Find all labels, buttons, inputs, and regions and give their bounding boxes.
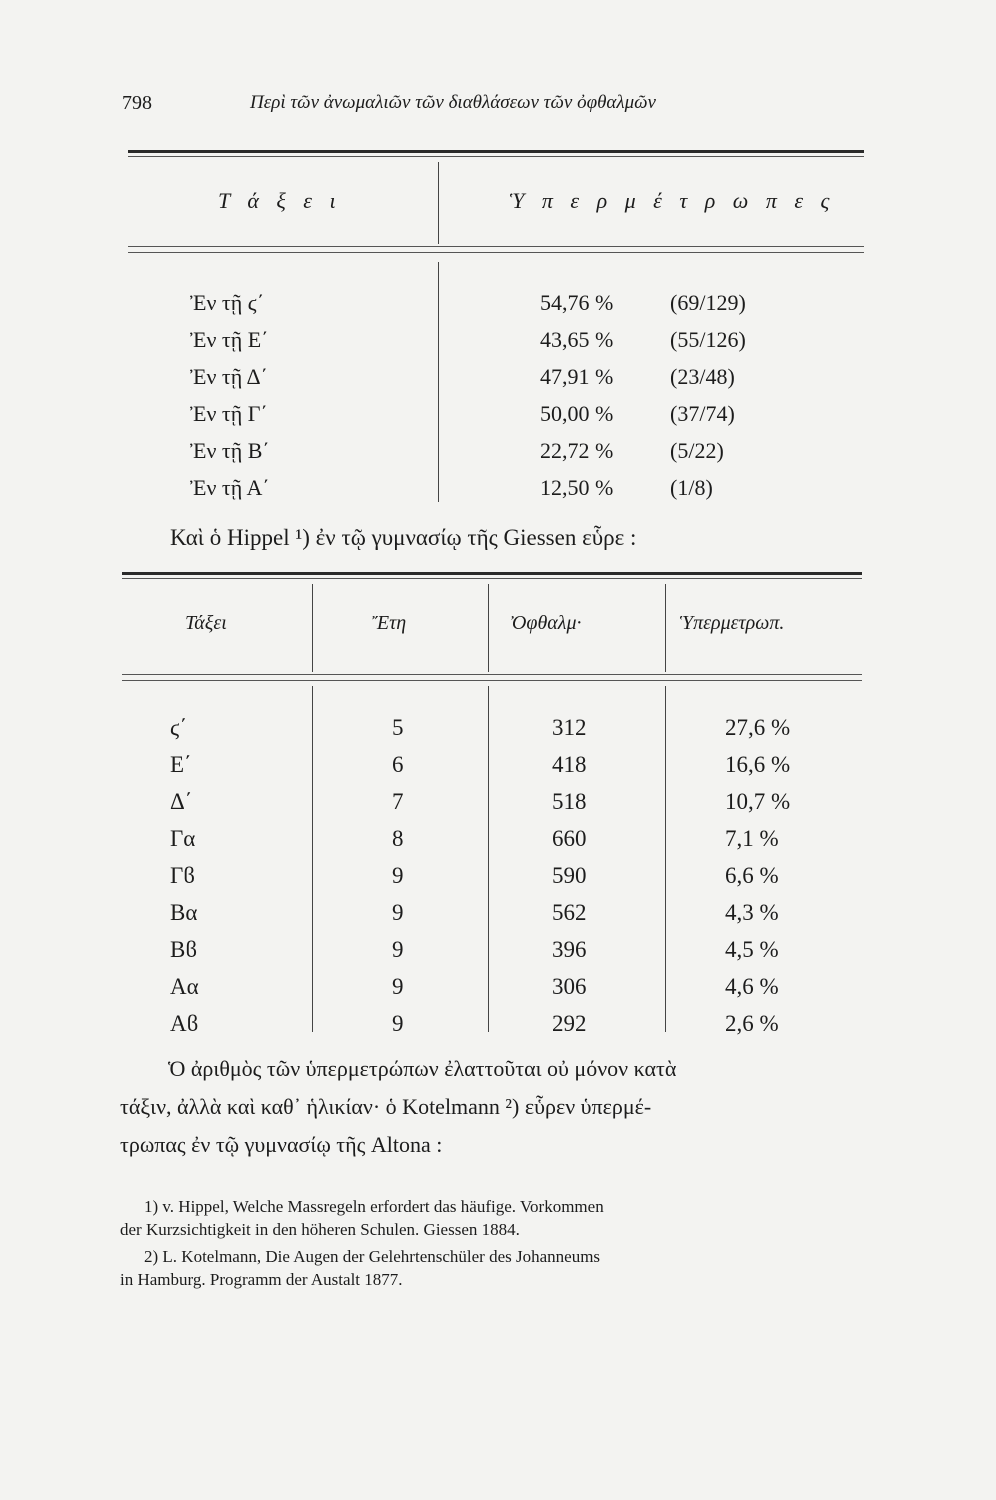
body-paragraph xyxy=(120,1050,865,1164)
footnote-line: 2) L. Kotelmann, Die Augen der Gelehrtenschüler des Johanneums xyxy=(144,1247,601,1266)
years-cell: 9 xyxy=(392,1011,404,1036)
paragraph-line: τρωπας ἐν τῷ γυμνασίῳ τῆς Altona : xyxy=(120,1132,443,1157)
eyes-cell: 418 xyxy=(552,752,587,777)
table-1-header-rule-2 xyxy=(128,252,864,253)
table-2-header-divider-3 xyxy=(665,584,666,672)
table-1-header-divider xyxy=(438,162,439,244)
class-cell: Ἐν τῇ Γ΄ xyxy=(190,401,268,426)
ratio-cell: (55/126) xyxy=(670,327,746,352)
footnote-line: der Kurzsichtigkeit in den höheren Schulen. Giessen 1884. xyxy=(120,1220,520,1239)
years-cell: 8 xyxy=(392,826,404,851)
hyper-cell: 2,6 % xyxy=(725,1011,779,1036)
table-row xyxy=(190,290,820,326)
class-cell: Δ΄ xyxy=(170,789,193,814)
years-cell: 7 xyxy=(392,789,404,814)
table-1-header-classes: Τ ά ξ ε ι xyxy=(218,188,342,213)
class-cell: Γα xyxy=(170,826,196,851)
table-2-header-eyes: Ὀφθαλμ· xyxy=(510,612,582,634)
eyes-cell: 306 xyxy=(552,974,587,999)
table-row xyxy=(170,863,850,899)
table-2-top-rule-thin xyxy=(122,578,862,579)
eyes-cell: 396 xyxy=(552,937,587,962)
years-cell: 9 xyxy=(392,937,404,962)
class-cell: Ἐν τῇ Β΄ xyxy=(190,438,270,463)
eyes-cell: 292 xyxy=(552,1011,587,1036)
percent-cell: 54,76 % xyxy=(540,290,614,315)
percent-cell: 43,65 % xyxy=(540,327,614,352)
hyper-cell: 16,6 % xyxy=(725,752,791,777)
percent-cell: 47,91 % xyxy=(540,364,614,389)
class-cell: Βϐ xyxy=(170,937,198,962)
table-row xyxy=(190,327,820,363)
eyes-cell: 312 xyxy=(552,715,587,740)
paragraph-line: Ὁ ἀριθμὸς τῶν ὑπερμετρώπων ἐλαττοῦται οὐ μόνον κατὰ xyxy=(168,1056,677,1081)
table-2-header-divider-2 xyxy=(488,584,489,672)
table-2-header-divider-1 xyxy=(312,584,313,672)
eyes-cell: 518 xyxy=(552,789,587,814)
eyes-cell: 562 xyxy=(552,900,587,925)
table-1-header-hypermetropes: Ὑ π ε ρ μ έ τ ρ ω π ε ς xyxy=(510,188,836,213)
footnote-2 xyxy=(120,1245,860,1291)
footnote-line: in Hamburg. Programm der Austalt 1877. xyxy=(120,1270,403,1289)
table-2-header-hypermetropia: Ὑπερμετρωπ. xyxy=(680,612,785,634)
table-row xyxy=(170,1011,850,1047)
ratio-cell: (1/8) xyxy=(670,475,713,500)
eyes-cell: 590 xyxy=(552,863,587,888)
table-2-header-rule-2 xyxy=(122,680,862,681)
years-cell: 9 xyxy=(392,863,404,888)
hyper-cell: 10,7 % xyxy=(725,789,791,814)
years-cell: 6 xyxy=(392,752,404,777)
table-row xyxy=(190,438,820,474)
table-1-header-rule xyxy=(128,246,864,247)
class-cell: Αα xyxy=(170,974,199,999)
hyper-cell: 27,6 % xyxy=(725,715,791,740)
running-title: Περὶ τῶν ἀνωμαλιῶν τῶν διαθλάσεων τῶν ὀφθαλμῶν xyxy=(250,92,656,113)
table-row xyxy=(190,401,820,437)
years-cell: 9 xyxy=(392,900,404,925)
ratio-cell: (37/74) xyxy=(670,401,735,426)
table-2-header-years: Ἔτη xyxy=(372,612,407,634)
class-cell: Αϐ xyxy=(170,1011,199,1036)
table-row xyxy=(190,475,820,511)
intro-line: Καὶ ὁ Hippel ¹) ἐν τῷ γυμνασίῳ τῆς Giessen εὗρε : xyxy=(170,525,637,550)
class-cell: Γϐ xyxy=(170,863,195,888)
table-row xyxy=(170,900,850,936)
table-row xyxy=(170,974,850,1010)
table-row xyxy=(190,364,820,400)
footnote-1 xyxy=(120,1195,860,1241)
table-1-top-rule-thin xyxy=(128,156,864,157)
percent-cell: 50,00 % xyxy=(540,401,614,426)
ratio-cell: (5/22) xyxy=(670,438,724,463)
years-cell: 5 xyxy=(392,715,404,740)
class-cell: Ἐν τῇ ϛ΄ xyxy=(190,290,265,315)
eyes-cell: 660 xyxy=(552,826,587,851)
years-cell: 9 xyxy=(392,974,404,999)
class-cell: ϛ΄ xyxy=(170,715,188,740)
table-2-top-rule xyxy=(122,572,862,575)
table-2-header-classes: Τάξει xyxy=(185,612,227,634)
class-cell: Ε΄ xyxy=(170,752,192,777)
table-row xyxy=(170,715,850,751)
footnote-line: 1) v. Hippel, Welche Massregeln erfordert das häufige. Vorkommen xyxy=(144,1197,604,1216)
ratio-cell: (69/129) xyxy=(670,290,746,315)
hyper-cell: 4,3 % xyxy=(725,900,779,925)
class-cell: Ἐν τῇ Ε΄ xyxy=(190,327,269,352)
hyper-cell: 4,5 % xyxy=(725,937,779,962)
hyper-cell: 6,6 % xyxy=(725,863,779,888)
table-row xyxy=(170,789,850,825)
table-row xyxy=(170,826,850,862)
paragraph-line: τάξιν, ἀλλὰ καὶ καθ᾽ ἡλικίαν· ὁ Kotelmann ²) εὗρεν ὑπερμέ- xyxy=(120,1094,652,1119)
percent-cell: 12,50 % xyxy=(540,475,614,500)
table-row xyxy=(170,752,850,788)
table-2-header-rule xyxy=(122,674,862,675)
hyper-cell: 4,6 % xyxy=(725,974,779,999)
class-cell: Ἐν τῇ Δ΄ xyxy=(190,364,269,389)
class-cell: Ἐν τῇ Α΄ xyxy=(190,475,270,500)
percent-cell: 22,72 % xyxy=(540,438,614,463)
hyper-cell: 7,1 % xyxy=(725,826,779,851)
ratio-cell: (23/48) xyxy=(670,364,735,389)
table-row xyxy=(170,937,850,973)
page-number: 798 xyxy=(122,92,152,114)
class-cell: Βα xyxy=(170,900,198,925)
table-1-top-rule xyxy=(128,150,864,153)
